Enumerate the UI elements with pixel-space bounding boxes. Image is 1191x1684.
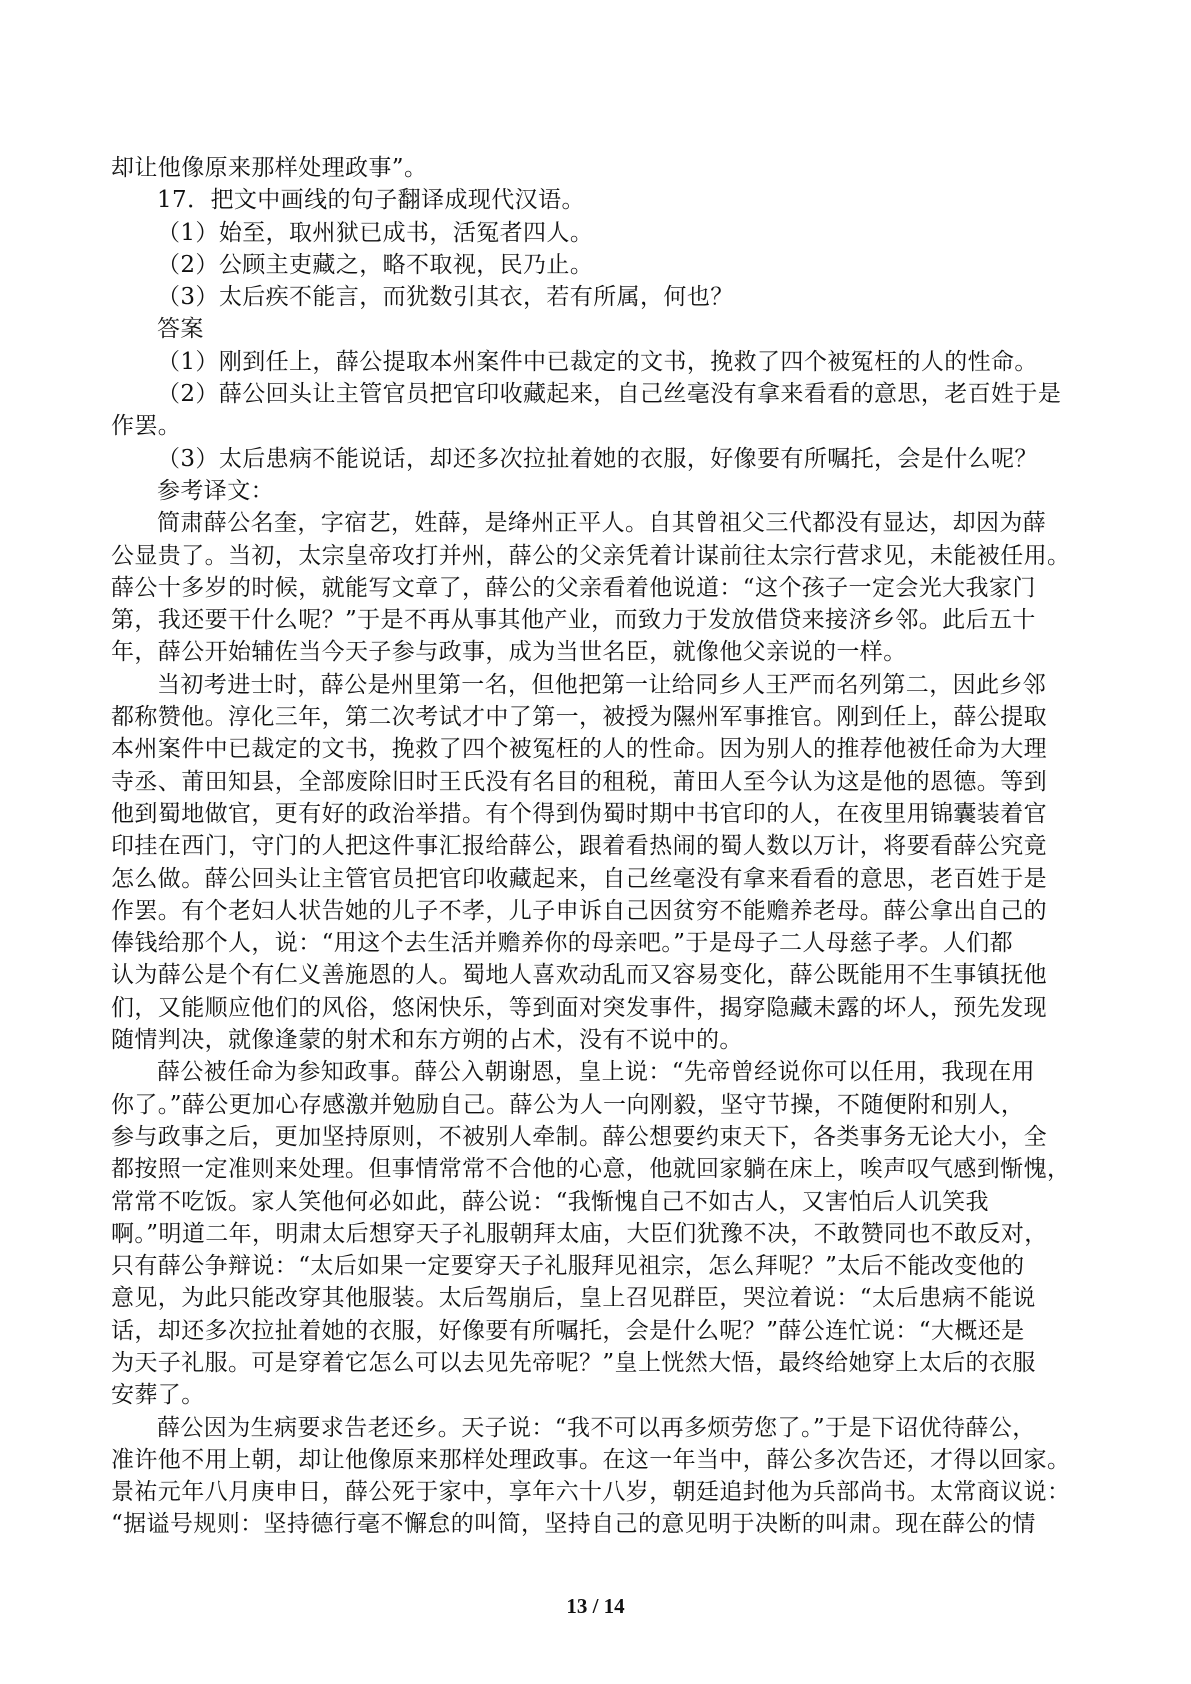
text-line: 印挂在西门，守门的人把这件事汇报给薛公，跟着看热闹的蜀人数以万计，将要看薛公究竟	[111, 833, 1047, 860]
text-line: 准许他不用上朝，却让他像原来那样处理政事。在这一年当中，薛公多次告还，才得以回家。	[111, 1446, 1071, 1473]
text-line: 参与政事之后，更加坚持原则，不被别人牵制。薛公想要约束天下，各类事务无论大小，全	[111, 1123, 1047, 1150]
text-line: “据谥号规则：坚持德行毫不懈怠的叫简，坚持自己的意见明于决断的叫肃。现在薛公的情	[111, 1511, 1036, 1538]
text-line: （2）公顾主吏藏之，略不取视，民乃止。	[157, 251, 594, 278]
text-line: 薛公十多岁的时候，就能写文章了，薛公的父亲看着他说道：“这个孩子一定会光大我家门	[111, 574, 1036, 601]
text-line: （3）太后疾不能言，而犹数引其衣，若有所属，何也？	[157, 284, 734, 311]
text-line: 他到蜀地做官，更有好的政治举措。有个得到伪蜀时期中书官印的人，在夜里用锦囊装着官	[111, 800, 1047, 827]
text-line: 第，我还要干什么呢？”于是不再从事其他产业，而致力于发放借贷来接济乡邻。此后五十	[111, 607, 1036, 634]
text-line: 话，却还多次拉扯着她的衣服，好像要有所嘱托，会是什么呢？”薛公连忙说：“大概还是	[111, 1317, 1025, 1344]
text-line: 本州案件中已裁定的文书，挽救了四个被冤枉的人的性命。因为别人的推荐他被任命为大理	[111, 736, 1047, 763]
text-line: （1）刚到任上，薛公提取本州案件中已裁定的文书，挽救了四个被冤枉的人的性命。	[157, 348, 1038, 375]
text-line: 简肃薛公名奎，字宿艺，姓薛，是绛州正平人。自其曾祖父三代都没有显达，却因为薛	[157, 510, 1047, 537]
text-line: 参考译文：	[157, 477, 274, 504]
text-line: 你了。”薛公更加心存感激并勉励自己。薛公为人一向刚毅，坚守节操，不随便附和别人，	[111, 1091, 1025, 1118]
text-line: 们，又能顺应他们的风俗，悠闲快乐，等到面对突发事件，揭穿隐藏未露的坏人，预先发现	[111, 994, 1047, 1021]
text-line: 公显贵了。当初，太宗皇帝攻打并州，薛公的父亲凭着计谋前往太宗行营求见，未能被任用。	[111, 542, 1071, 569]
page-number: 13 / 14	[566, 1594, 625, 1618]
text-line: 景祐元年八月庚申日，薛公死于家中，享年六十八岁，朝廷追封他为兵部尚书。太常商议说：	[111, 1479, 1071, 1506]
text-line: 都按照一定准则来处理。但事情常常不合他的心意，他就回家躺在床上，唉声叹气感到惭愧，	[111, 1156, 1071, 1183]
text-line: 认为薛公是个有仁义善施恩的人。蜀地人喜欢动乱而又容易变化，薛公既能用不生事镇抚他	[111, 962, 1047, 989]
text-line: （1）始至，取州狱已成书，活冤者四人。	[157, 219, 594, 246]
text-line: 年，薛公开始辅佐当今天子参与政事，成为当世名臣，就像他父亲说的一样。	[111, 639, 907, 666]
text-line: 常常不吃饭。家人笑他何必如此，薛公说：“我惭愧自己不如古人，又害怕后人讥笑我	[111, 1188, 989, 1215]
text-line: （3）太后患病不能说话，却还多次拉扯着她的衣服，好像要有所嘱托，会是什么呢？	[157, 445, 1038, 472]
text-line: 薛公被任命为参知政事。薛公入朝谢恩，皇上说：“先帝曾经说你可以任用，我现在用	[157, 1059, 1035, 1086]
text-line: 当初考进士时，薛公是州里第一名，但他把第一让给同乡人王严而名列第二，因此乡邻	[157, 671, 1047, 698]
text-line: 啊。”明道二年，明肃太后想穿天子礼服朝拜太庙，大臣们犹豫不决，不敢赞同也不敢反对，	[111, 1220, 1048, 1247]
text-line: 答案	[157, 316, 204, 343]
text-line: （2）薛公回头让主管官员把官印收藏起来，自己丝毫没有拿来看看的意思，老百姓于是	[157, 381, 1062, 408]
text-line: 俸钱给那个人，说：“用这个去生活并赡养你的母亲吧。”于是母子二人母慈子孝。人们都	[111, 930, 1014, 957]
text-line: 17．把文中画线的句子翻译成现代汉语。	[157, 187, 585, 214]
text-line: 寺丞、莆田知县，全部废除旧时王氏没有名目的租税，莆田人至今认为这是他的恩德。等到	[111, 768, 1047, 795]
text-line: 安葬了。	[111, 1382, 205, 1409]
text-line: 随情判决，就像逢蒙的射术和东方朔的占术，没有不说中的。	[111, 1027, 743, 1054]
text-line: 薛公因为生病要求告老还乡。天子说：“我不可以再多烦劳您了。”于是下诏优待薛公，	[157, 1414, 1036, 1441]
text-line: 只有薛公争辩说：“太后如果一定要穿天子礼服拜见祖宗，怎么拜呢？”太后不能改变他的	[111, 1253, 1025, 1280]
text-line: 作罢。	[111, 413, 182, 440]
document-body	[111, 152, 1083, 1541]
text-line: 意见，为此只能改穿其他服装。太后驾崩后，皇上召见群臣，哭泣着说：“太后患病不能说	[111, 1285, 1036, 1312]
text-line: 为天子礼服。可是穿着它怎么可以去见先帝呢？”皇上恍然大悟，最终给她穿上太后的衣服	[111, 1349, 1036, 1376]
text-line: 都称赞他。淳化三年，第二次考试才中了第一，被授为隰州军事推官。刚到任上，薛公提取	[111, 704, 1047, 731]
text-line: 作罢。有个老妇人状告她的儿子不孝，儿子申诉自己因贫穷不能赡养老母。薛公拿出自己的	[111, 897, 1047, 924]
text-line: 却让他像原来那样处理政事”。	[111, 155, 428, 181]
text-line: 怎么做。薛公回头让主管官员把官印收藏起来，自己丝毫没有拿来看看的意思，老百姓于是	[111, 865, 1047, 892]
